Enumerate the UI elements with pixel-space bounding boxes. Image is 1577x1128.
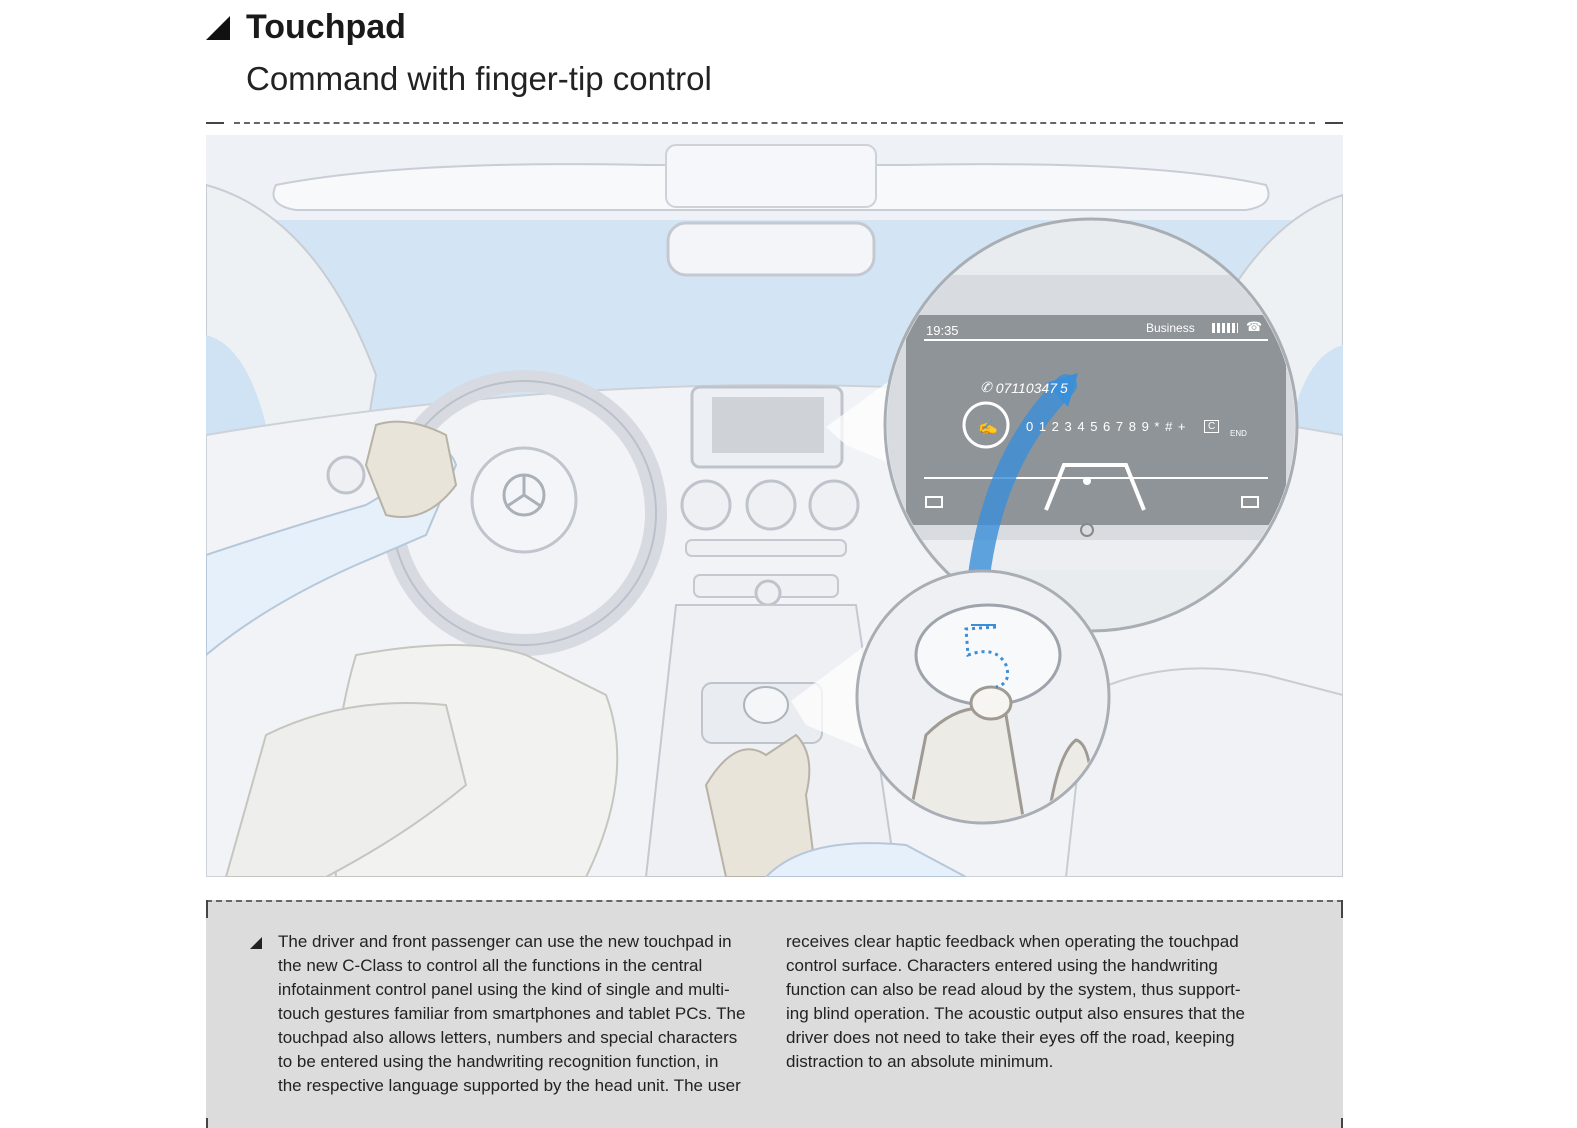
caption-line: distraction to an absolute minimum. — [786, 1052, 1054, 1071]
bullet-triangle-icon — [250, 937, 262, 949]
caption-line: infotainment control panel using the kind of single and multi- — [278, 980, 730, 999]
caption-line: touchpad also allows letters, numbers and special characters — [278, 1028, 738, 1047]
phone-icon: ✆ — [980, 379, 992, 395]
caption-line: the new C-Class to control all the functions in the central — [278, 956, 703, 975]
caption-panel — [206, 900, 1343, 1128]
caption-line: function can also be read aloud by the system, thus support- — [786, 980, 1241, 999]
clear-key: C — [1204, 420, 1219, 433]
dial-row — [980, 379, 1070, 396]
top-divider — [206, 122, 1343, 124]
page-title: Touchpad — [246, 8, 406, 46]
display-profile: Business — [1146, 321, 1195, 335]
caption-line: driver does not need to take their eyes off the road, keeping — [786, 1028, 1235, 1047]
cockpit-illustration — [206, 135, 1343, 877]
handwriting-icon: ✍ — [978, 419, 998, 436]
caption-column-1 — [278, 930, 745, 1098]
number-cursor: 5 — [1059, 379, 1068, 396]
keypad-row: 0 1 2 3 4 5 6 7 8 9 * # + — [1026, 419, 1187, 434]
phone-hangup-icon: ☎ — [1246, 319, 1263, 334]
caption-line: The driver and front passenger can use the new touchpad in — [278, 932, 732, 951]
caption-line: to be entered using the handwriting recognition function, in — [278, 1052, 719, 1071]
caption-line: touch gestures familiar from smartphones and tablet PCs. The — [278, 1004, 746, 1023]
caption-line: the respective language supported by the head unit. The user — [278, 1076, 741, 1095]
end-key: END — [1230, 429, 1247, 438]
page-subtitle: Command with finger-tip control — [246, 60, 712, 97]
section-triangle-icon — [206, 16, 230, 40]
caption-line: receives clear haptic feedback when operating the touchpad — [786, 932, 1239, 951]
display-time: 19:35 — [926, 323, 959, 338]
caption-column-2 — [786, 930, 1245, 1074]
caption-line: control surface. Characters entered using the handwriting — [786, 956, 1218, 975]
battery-icon — [1212, 323, 1238, 333]
caption-line: ing blind operation. The acoustic output also ensures that the — [786, 1004, 1245, 1023]
dialed-number: 07110347 — [995, 379, 1057, 396]
